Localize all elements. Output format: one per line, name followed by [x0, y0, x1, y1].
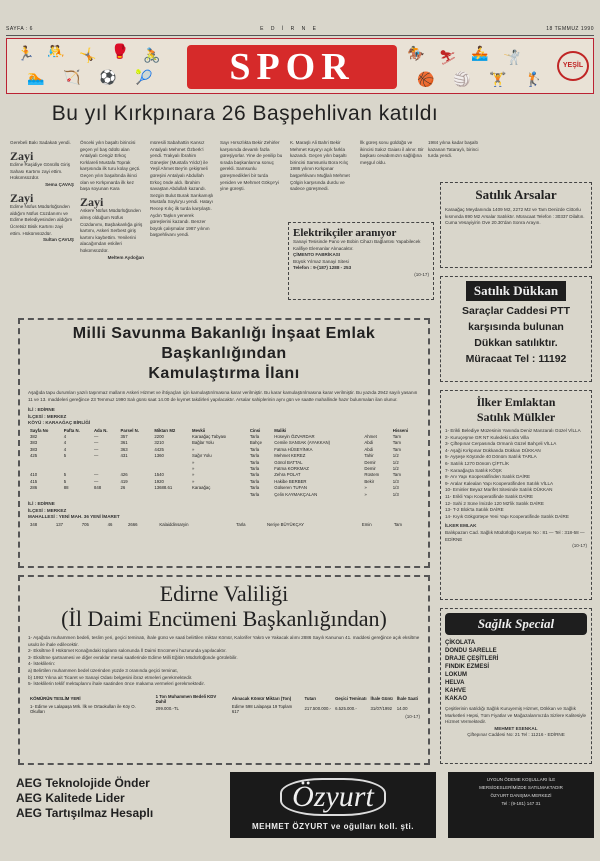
ad-line: karşısında bulunan — [468, 321, 564, 333]
table-cell: Karaağaç — [192, 485, 211, 491]
table-cell: Kalaiddinsaryin — [159, 521, 189, 527]
table-cell: Tam — [392, 472, 401, 478]
ozyurt-subtitle: MEHMET ÖZYURT ve oğulları koll. şti. — [251, 822, 414, 831]
ilker-emlak-ad — [440, 390, 592, 600]
table-cell: Tam — [392, 434, 401, 440]
table-cell: Abdi — [364, 446, 374, 452]
mercedes-line: MERSİDESLERİMİZDE SATILMAKTADIR — [479, 785, 563, 790]
ad-line: Saraçlar Caddesi PTT — [462, 305, 570, 317]
satilik-dukkan-ad — [440, 276, 592, 382]
listing-item: 14- Kıyık Gökgürtepe Yeni Yapı Kooperatifinde Satılık DAİRE — [445, 513, 569, 519]
ad-address: Büyük Yılmaz Sanayi Sitesi — [293, 258, 349, 264]
table-cell: » — [192, 472, 195, 478]
table-cell: 46 — [107, 521, 113, 527]
product-list — [445, 639, 587, 703]
column-6: İlk güreş sonu güldüğü ve ikincisi Sakız Gaiası il alınır. Bir başkası cevabımızın sağlığına meşgul oldu. — [360, 140, 424, 165]
table-cell: 1/3 — [392, 485, 399, 491]
table-cell — [152, 491, 190, 497]
table-header: Pafta N. — [63, 427, 80, 433]
kamulastirma-notice — [18, 318, 430, 568]
table-header: İhale Saati — [396, 696, 418, 702]
masthead — [6, 22, 594, 36]
table-cell: Tahir — [364, 453, 374, 459]
table-cell: 2200 — [154, 434, 164, 440]
table-cell: 1/2 — [392, 466, 399, 471]
date: 18 TEMMUZ 1990 — [546, 25, 594, 32]
bottom-ad-strip — [16, 772, 594, 842]
mercedes-ad — [448, 772, 594, 838]
ad-phone: Telefon : 9-(187) 1288 - 253 — [293, 265, 352, 271]
product-item: DONDU SARELLE — [445, 648, 497, 654]
weightlifter-icon: 🏋 — [489, 71, 507, 87]
table-cell: Bağlar Yolu — [192, 440, 214, 446]
table-cell: Tarla — [249, 446, 260, 452]
table-cell: Sağır Yolu — [192, 453, 212, 459]
listing-item: 4- Aşaği Kırkpınar Dükkanda Dükkan DÜKKAN — [445, 447, 541, 453]
mercedes-line: Tel : (9-181) 147 31 — [501, 801, 541, 806]
zayi-text: Askere Nüfus Müdürlüğünden almış olduğum Nüfus Cüzdanımı, Başbakanlığa giriş kartımı, Askeri Serbest giriş kartımı kaybettim. Yenilerini alacağımdan eskileri hükümsüzdür. — [80, 208, 143, 253]
table-cell: 137 — [55, 521, 64, 527]
parcel-table — [28, 427, 420, 497]
table-cell — [92, 491, 119, 497]
listing-item: 6- Satılık 1270 Dönüm ÇİFTLİK — [445, 460, 510, 466]
aeg-line: AEG Teknolojide Önder — [16, 776, 150, 790]
tennis-icon: 🎾 — [135, 69, 153, 85]
table-cell: 4 — [63, 440, 67, 446]
table-cell: Mehmet KEREZ — [274, 453, 306, 459]
location-line: İLÇESİ : MERKEZ — [28, 507, 67, 513]
horse-icon: 🏇 — [407, 45, 425, 61]
notice-line: 4- İsteklilerin: — [28, 661, 56, 667]
table-cell: 361 — [120, 440, 128, 446]
aeg-line: AEG Kalitede Lider — [16, 791, 125, 805]
table-cell: Çelin KAYMAKÇALAN — [274, 491, 318, 497]
ad-title: İlker Emlaktan — [476, 395, 556, 409]
jumper-icon: 🤸 — [79, 47, 97, 63]
zayi-signature: Sultan ÇAVUŞ — [42, 237, 74, 243]
ad-firm: MEHMET ESENKAL — [494, 725, 538, 731]
golfer-icon: 🏌 — [525, 71, 543, 87]
sports-banner — [6, 38, 594, 94]
table-cell: Tam — [392, 446, 401, 452]
table-cell: 6.525.000.- — [335, 706, 357, 712]
table-cell: Karaağaç Tabyası — [192, 434, 227, 440]
listing-item: 5- Ayşeşe Köyünde 40 Dönüm Satılık TARLA — [445, 454, 537, 460]
notice-line: 3- Eksiltme şartnamesi ve diğer evraklar mesai saatlerinde Edirne Milli Eğitim Müdürlüğünde görülebilir. — [28, 654, 238, 660]
column-4: Sayı Hırsızlıkta Bekir Zehirler karşısında devamlı fazla güreşiyorlar. Yine de yenilip bu sırada başkanlarına sonuç gerekli. Samsunlu güreşmedikleri bir turda yeniden ve Mehmet Gökçe'yi yine güreşti. — [220, 140, 283, 192]
table-cell: Gülseren TUFAN — [274, 485, 307, 491]
listing-item: 13- T-2 Blok'ta Satılık DAİRE — [445, 507, 504, 513]
aeg-ad — [16, 776, 216, 821]
table-cell: 1540 — [154, 472, 164, 478]
table-cell: 5 — [63, 453, 67, 459]
elektrikci-ad — [288, 222, 434, 300]
parcel-table-2 — [28, 521, 420, 527]
table-cell: Neriye BÜYÜKÇAY — [267, 521, 304, 527]
table-cell: » — [192, 478, 195, 484]
zayi-text: Edirne Raşidiye Gönüllü Giriş Sahası Kartımı zayi ettim. Hükümsüzdür. — [10, 162, 70, 181]
zayi-heading: Zayi — [10, 190, 34, 205]
table-cell — [119, 491, 153, 497]
table-cell: » — [364, 491, 367, 497]
football-icon: ⚽ — [99, 69, 117, 85]
table-cell: 425 — [30, 453, 38, 459]
column-5: K. Maraşlı Ali Bahri Bekir Mehmet Kaya'yı açık farkla kazandı. Geçen yılın başaltı birincisi Samsunlu Bora Kılıç 1986 yılının Kırkpınar başpehlivanı Muğlalı Mehmet Çölgin karşısında durdu ve sadece güreşmedi. — [290, 140, 350, 192]
location-line: MAHALLESİ : YENİ MAH. 36 YENİ İMARET — [28, 514, 120, 520]
ozyurt-logo: Özyurt — [280, 778, 386, 816]
table-cell: » — [192, 466, 195, 471]
table-row — [28, 491, 420, 497]
mercedes-line: ÖZYURT DANIŞMA MERKEZİ — [490, 793, 552, 798]
table-cell: Edirne 598 Lalapaşa 19 Toplam 617 — [231, 703, 293, 714]
listing-item: 11- Erikli Yapı Kooperatifinde Satılık DAİRE — [445, 493, 534, 499]
table-cell: 357 — [120, 434, 128, 440]
ad-title: Elektrikçiler aranıyor — [293, 227, 397, 239]
table-cell: Tarla — [236, 521, 246, 527]
table-header: Sayfa No — [30, 427, 49, 433]
boxer-icon: 🥊 — [111, 43, 129, 59]
table-cell: 88 — [63, 485, 69, 491]
notice-code: (10-17) — [405, 713, 420, 719]
table-cell: 348 — [30, 521, 38, 527]
location-line: İLÇESİ : MERKEZ — [28, 413, 67, 419]
table-header: Hisseni — [392, 427, 409, 433]
valilik-notice — [18, 575, 430, 765]
listing-list — [445, 428, 587, 520]
ad-text: Çeşitlerinin satıldığı Sağlık Kuruyemiş Hizmet, Dökkan ve Sağlık Marketleri Hepsi, Tüm Fiyatlar ve Mağazalarımızda Sizlere Kalitesiyle Hizmet Vermektedir. — [445, 706, 587, 725]
product-item: DRAJE ÇEŞİTLERİ — [445, 656, 499, 662]
column-7: 1984 yılına kadar başaltı kazanan Tataraylı, birinci turda yendi. — [428, 140, 479, 159]
table-cell: 299.000.-TL — [155, 706, 179, 712]
lead-text: Gerebeli Bakı Sadakatı yendi. — [10, 140, 71, 145]
table-cell: Tam — [393, 521, 402, 527]
product-item: LOKUM — [445, 672, 467, 678]
table-cell: 4 — [63, 434, 67, 440]
notice-body: Aşağıda tapu durumları yazılı taşınmaz malların Askeri Hizmet ve ihtiyaçları için kamulaştırılmasına karar verilmiştir. Bu karar kamulaştırılmasına karar verilmiştir. Bu yazıda 2942 sayılı yasanın 11 ve 13. maddeleri gereğince 23 Temmuz 1990 Salı günü saat 14.00 de kıymet takdirleri yapılacaktır. Arsalar sahiplerinin aynı gün ve saatte mahallinde hazır bulunmaları ilan olunur. — [28, 390, 418, 402]
notice-body — [28, 635, 420, 688]
ad-title: Sağlık Special — [445, 613, 587, 635]
table-cell: 1/3 — [392, 491, 399, 497]
table-cell: Tarla — [249, 459, 260, 465]
listing-item: 2- Kuruçeşme GR NT Kuledeki Lüks Villa — [445, 434, 529, 440]
product-item: KAHVE — [445, 688, 467, 694]
headline: Bu yıl Kırkpınara 26 Başpehlivan katıldı — [51, 102, 439, 125]
ozyurt-ad — [230, 772, 436, 838]
table-cell: — — [93, 446, 99, 452]
table-cell: 382 — [30, 434, 38, 440]
ad-code: (10-17) — [572, 543, 587, 549]
table-cell: 286 — [30, 485, 38, 491]
notice-line: 5- İsteklilerin teklif mektuplarını ihale saatinden önce makama vermeleri gerekmektedir. — [28, 681, 205, 687]
table-cell: 410 — [30, 472, 38, 478]
table-cell: 2666 — [127, 521, 138, 527]
rower-icon: 🚣 — [471, 45, 489, 61]
table-cell: 848 — [93, 485, 102, 491]
swimmer-icon: 🏊 — [27, 69, 45, 85]
skier-icon: ⛷ — [439, 49, 457, 65]
table-cell: 4425 — [154, 446, 164, 452]
zayi-text: Edirne Nüfus Müdürlüğünden aldığım Nüfus Cüzdanımı ve Edirne Belediyesinden aldığım Ücretsiz Bisik Kartımı zayi ettim. Hükümsüzdür. — [10, 204, 73, 236]
table-cell: Tarla — [249, 485, 260, 491]
ad-text: Sanayi Tesisinde Pano ve Bobin Cihazı Bağlantısı Yapabilecek Kalifiye Elemanlar Alınacaktır. — [293, 239, 421, 251]
fencer-icon: 🤺 — [503, 49, 521, 65]
table-cell: Zehra POLAT — [274, 472, 301, 478]
table-cell: 5 — [63, 478, 67, 484]
archer-icon: 🏹 — [63, 69, 81, 85]
notice-line: a) Belirtilen muhammen bedel üzerinden yüzde 3 oranında geçici teminat, — [28, 667, 178, 673]
ad-firm: İLKER EMLAK — [445, 523, 477, 529]
table-cell: 4 — [63, 446, 67, 452]
table-cell: » — [192, 446, 195, 452]
table-cell: Fatma HÜSEYİNKA — [274, 446, 313, 452]
table-cell: Tarla — [249, 453, 260, 459]
table-cell: » — [364, 485, 367, 491]
notice-title: Edirne Valiliği — [159, 581, 289, 606]
listing-item: 1- Erikli Belediye Müzesinin Yanında Deniz Manzaralı Güzel VİLLA — [445, 428, 581, 433]
aeg-line: AEG Tartışılmaz Hesaplı — [16, 806, 154, 820]
table-cell: 1360 — [154, 453, 164, 459]
table-cell: Ahmet — [364, 434, 377, 440]
product-item: FINDIK EZMESİ — [445, 664, 490, 670]
listing-item: 9- Aralar Kalealan Yapı Kooperatifinden Satılık VİLLA — [445, 480, 554, 486]
table-cell: Hakibe BERBER — [274, 478, 307, 484]
table-cell: Hüseyin ÖZVARDAR — [274, 434, 315, 440]
table-cell: Emin — [361, 521, 372, 527]
table-cell: Abdi — [364, 440, 374, 446]
notice-subtitle: (İl Daimi Encümeni Başkanlığından) — [61, 606, 387, 631]
table-cell: 705 — [81, 521, 89, 527]
notice-line: 2- Eksiltme İl Hükümet Konağındaki toplantı salonunda İl Daimi Encümeni huzurunda yapılacaktır. — [28, 648, 227, 654]
table-cell: 217.500.000.- — [304, 706, 332, 712]
ad-title: Satılık Dükkan — [466, 281, 566, 301]
table-header: Tutarı — [304, 696, 317, 702]
zayi-signature: Sema ÇAVAŞ — [45, 181, 74, 187]
table-header: Geçici Teminatı — [335, 696, 367, 702]
table-header: 1 Ton Muhammen Bedeli KDV Dahil — [155, 693, 217, 704]
table-header: Alınacak Kömür Miktarı (Ton) — [231, 696, 292, 702]
volleyball-icon: 🏐 — [453, 71, 471, 87]
table-cell: Tam — [392, 440, 401, 446]
table-cell: Gönül BATTAL — [274, 459, 303, 465]
ad-address: Balıkpazarı Cad. Sağlık Müdürlüğü Karşısı No : 81 — Tel : 318-58 — EDİRNE — [445, 529, 585, 542]
table-cell: 1/2 — [392, 453, 399, 459]
table-cell: 1- Edirne ve Lalapaşa Mrk. İlk ve Ortaokulları ile Köy O. Okulları — [30, 703, 136, 714]
table-cell: 1/2 — [392, 459, 399, 465]
wrestler-icon: 🤼 — [47, 43, 65, 59]
spor-title: SPOR — [187, 45, 397, 89]
notice-line: b) 1992 Yılına ait Ticaret ve Sanayi Odası belgesini ibraz etmeleri gerekmektedir. — [28, 674, 193, 680]
notice-title: Milli Savunma Bakanlığı İnşaat Emlak Başkanlığından — [72, 325, 376, 362]
table-cell: 415 — [30, 478, 38, 484]
ad-title: Satılık Arsalar — [475, 187, 557, 202]
ad-subtitle: Satılık Mülkler — [476, 410, 556, 424]
table-header: İhale Günü — [370, 696, 393, 702]
location-line: İLİ : EDİRNE — [28, 407, 55, 413]
table-cell: Fatma KORKMAZ — [274, 466, 309, 471]
satilik-arsa-ad — [440, 182, 592, 268]
table-cell: 383 — [30, 446, 38, 452]
table-header: KÖMÜRÜN TESLİM YERİ — [30, 696, 81, 702]
table-cell: 26 — [120, 485, 126, 491]
table-cell: 3210 — [154, 440, 164, 446]
column-1 — [10, 140, 74, 244]
table-cell: Tarla — [249, 472, 260, 478]
listing-item: 8- Arv Yapı Kooperatifinden Satılık DAİRE — [445, 474, 531, 480]
page-number: SAYFA : 6 — [6, 25, 33, 32]
table-cell: — — [93, 440, 99, 446]
cyclist-icon: 🚴 — [143, 47, 161, 63]
table-cell: 419 — [120, 478, 128, 484]
table-cell: Demir — [364, 459, 376, 465]
ad-address: Çiftepınar Caddesi No: 21 Tel : 11216 - EDİRNE — [467, 732, 565, 738]
listing-item: 3- Çiftepınar Cerpasında Ormanlı Güzel Bahçeli VİLLA — [445, 441, 557, 447]
table-cell: — — [93, 478, 99, 484]
zayi-signature: Meltem Aydoğan — [107, 254, 144, 260]
product-item: KAKAO — [445, 696, 467, 702]
table-cell: 426 — [120, 472, 128, 478]
table-cell: — — [93, 472, 99, 478]
table-cell: 14.00 — [396, 706, 408, 712]
table-cell: 13688.61 — [154, 485, 173, 491]
notice-line: 1- Aşağıda muhammen bedeli, teslim yeri, geçici teminatı, ihale günü ve saati belirtilen miktar Kömür, Kalorifer Yakıtı ve Yakacak alımı 2886 Sayılı Kanunun 41. maddesi gereğince açık eksiltme usulü ile ihale edilecektir. — [28, 635, 420, 647]
article-text: Önceki yılın başaltı birincisi geçen yıl baş ödülü alan Antalyalı Cengiz Erkoç Kırklareli Mustafa Toprak karşısında ilk turu kolay geçti. Geçen yılın başaltında ikinci olan ve Kırkpınarda ilk kez başa soyunan Kara — [80, 140, 141, 192]
listing-item: 10- Eminler Beyaz Marifet Sitesinde Satılık DÜKKAN — [445, 487, 553, 493]
listing-item: 7- Karaağaçta Satılık KÖŞK — [445, 467, 502, 473]
column-3: müresili Sabahattin Kansız Antalyalı Mehmet Özberk'i yendi. Trakyalı İbrahim Güneşler (Mustafa Yıldız) ile Yeşil Ahmet Bey'in çekişmeli güreşini Antalyalı Abdullah Erkoç önde aldı. İbrahim savaştan Abdullah kazandı. Sezgin Bulut Burak Sarıkamışlı Mustafa Soylu'yu yendi. Hatayı Recep Kılıç ilk turda karşılaştı. Aydın Taşkın yenerek güreşlerini kazandı. Benzer büyük çalışmalar 1987 yılının başpehlivanı yendi. — [150, 140, 214, 238]
ad-line: Müracaat Tel : 11192 — [465, 353, 567, 365]
notice-subtitle: Kamulaştırma İlanı — [148, 365, 300, 382]
table-cell: 363 — [120, 446, 128, 452]
table-cell: Bahçe — [249, 440, 263, 446]
mercedes-line: UYGUN ÖDEME KOŞULLARI İLE — [486, 777, 556, 782]
coal-table — [28, 694, 420, 714]
table-header: Parsel N. — [120, 427, 139, 433]
product-item: ÇİKOLATA — [445, 640, 476, 646]
table-cell: Demir — [364, 466, 376, 471]
table-cell — [190, 491, 248, 497]
table-cell: — — [93, 434, 99, 440]
ad-code: (10-17) — [414, 271, 429, 277]
table-cell — [62, 491, 92, 497]
table-cell: Tarla — [249, 491, 260, 497]
yesil-logo: YEŞİL — [557, 51, 589, 81]
basketball-icon: 🏀 — [417, 71, 435, 87]
table-cell: Tarla — [249, 434, 260, 440]
table-cell: Tarla — [249, 478, 260, 484]
paper-name: E D İ R N E — [260, 25, 319, 32]
saglik-special-ad — [440, 608, 592, 764]
table-header: Mevkii — [192, 427, 206, 433]
table-cell: 1920 — [154, 478, 164, 484]
location-line: İLİ : EDİRNE — [28, 501, 55, 507]
table-cell — [28, 491, 62, 497]
runner-icon: 🏃 — [17, 45, 35, 61]
table-cell: 1/3 — [392, 478, 399, 484]
table-cell: Rüstem — [364, 472, 380, 478]
table-header: Ada N. — [93, 427, 108, 433]
ad-line: Dükkan satılıktır. — [474, 337, 558, 349]
table-cell: 431 — [120, 453, 128, 459]
zayi-heading: Zayi — [80, 194, 104, 209]
table-cell: 5 — [63, 472, 67, 478]
product-item: HELVA — [445, 680, 465, 686]
listing-item: 12- Sahi 2 Süne İmizde 120 M2'lik Satılık DAİRE — [445, 500, 544, 506]
table-cell: — — [93, 453, 99, 459]
location-line: KÖYÜ : KARAAĞAÇ BİRLİĞİ — [28, 420, 91, 426]
table-cell: Tarla — [249, 466, 260, 471]
table-header: Cinsi — [249, 427, 261, 433]
table-cell: 31/07/1992 — [370, 706, 393, 712]
table-header: Maliki — [274, 427, 287, 433]
ad-text: Karaağaç Meydanında 1409 M2, 2272 M2 ve Tam Denizde Cittorlu kısmında 890 M2 Arsalar Satılıktır. Müracaat Telefon : 30337 Dilaltın. Cuma Vesayiyirin Ove 20.30'dan Sonra Arayın. — [445, 207, 585, 226]
ad-company: ÇİMENTO FABRİKASI — [293, 252, 341, 258]
table-cell: » — [192, 459, 195, 465]
table-cell: Bekir — [364, 478, 375, 484]
column-2 — [80, 140, 144, 261]
table-cell: Cemile SANSAK (AYAKKAN) — [274, 440, 331, 446]
table-cell: 383 — [30, 440, 38, 446]
table-header: Miktarı M2 — [154, 427, 176, 433]
zayi-heading: Zayi — [10, 148, 34, 163]
